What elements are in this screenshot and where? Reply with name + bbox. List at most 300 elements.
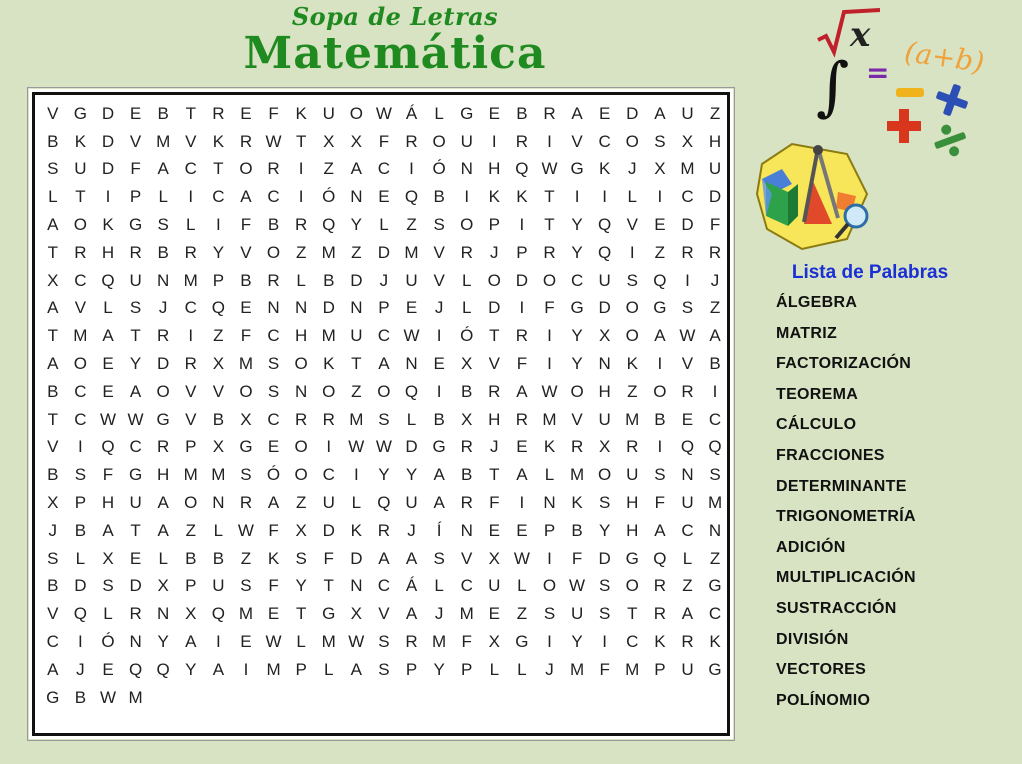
grid-letter[interactable]: S xyxy=(654,465,666,485)
grid-letter[interactable]: P xyxy=(74,493,87,513)
grid-letter[interactable]: W xyxy=(265,632,282,652)
grid-letter[interactable]: I xyxy=(712,381,718,401)
grid-letter[interactable]: R xyxy=(157,326,170,346)
grid-letter[interactable]: V xyxy=(47,437,59,457)
grid-letter[interactable]: I xyxy=(547,131,552,151)
grid-letter[interactable]: M xyxy=(569,465,585,485)
grid-letter[interactable]: F xyxy=(268,576,279,596)
grid-letter[interactable]: O xyxy=(239,381,253,401)
grid-letter[interactable]: S xyxy=(378,632,390,652)
grid-letter[interactable]: K xyxy=(267,548,280,568)
grid-letter[interactable]: I xyxy=(602,632,608,652)
grid-letter[interactable]: T xyxy=(213,159,224,179)
grid-letter[interactable]: D xyxy=(681,215,694,235)
grid-letter[interactable]: O xyxy=(570,381,584,401)
grid-letter[interactable]: O xyxy=(625,576,639,596)
grid-letter[interactable]: X xyxy=(212,354,225,374)
grid-letter[interactable]: K xyxy=(323,354,335,374)
grid-letter[interactable]: R xyxy=(405,632,418,652)
grid-letter[interactable]: V xyxy=(571,131,583,151)
grid-letter[interactable]: H xyxy=(626,520,639,540)
grid-letter[interactable]: T xyxy=(47,326,58,346)
grid-letter[interactable]: O xyxy=(542,270,557,290)
grid-letter[interactable]: K xyxy=(571,493,583,513)
grid-letter[interactable]: N xyxy=(295,381,308,401)
grid-letter[interactable]: T xyxy=(489,326,500,346)
grid-letter[interactable]: T xyxy=(627,604,638,624)
grid-letter[interactable]: A xyxy=(350,659,362,679)
grid-letter[interactable]: I xyxy=(574,187,580,207)
grid-letter[interactable]: W xyxy=(569,576,586,596)
grid-letter[interactable]: B xyxy=(461,465,473,485)
grid-letter[interactable]: Q xyxy=(653,548,667,568)
grid-letter[interactable]: W xyxy=(541,381,558,401)
grid-letter[interactable]: W xyxy=(237,520,254,540)
grid-letter[interactable]: Y xyxy=(571,632,583,652)
grid-letter[interactable]: E xyxy=(267,437,280,457)
grid-letter[interactable]: B xyxy=(433,187,445,207)
grid-letter[interactable]: V xyxy=(129,131,142,151)
grid-letter[interactable]: R xyxy=(570,437,584,457)
grid-letter[interactable]: R xyxy=(212,103,225,123)
grid-letter[interactable]: L xyxy=(296,270,306,290)
grid-letter[interactable]: V xyxy=(433,242,445,262)
grid-letter[interactable]: N xyxy=(157,270,170,290)
grid-letter[interactable]: M xyxy=(680,159,695,179)
grid-letter[interactable]: R xyxy=(515,131,529,151)
grid-letter[interactable]: V xyxy=(185,409,197,429)
grid-letter[interactable]: D xyxy=(74,576,87,596)
grid-letter[interactable]: S xyxy=(681,298,694,318)
grid-letter[interactable]: H xyxy=(488,159,501,179)
grid-letter[interactable]: P xyxy=(295,659,307,679)
grid-letter[interactable]: J xyxy=(434,298,444,318)
grid-letter[interactable]: S xyxy=(654,131,666,151)
grid-letter[interactable]: B xyxy=(240,270,252,290)
grid-letter[interactable]: C xyxy=(708,604,722,624)
grid-letter[interactable]: I xyxy=(243,659,249,679)
grid-letter[interactable]: Ó xyxy=(432,159,446,179)
grid-letter[interactable]: G xyxy=(46,687,60,707)
grid-letter[interactable]: M xyxy=(625,409,640,429)
grid-letter[interactable]: B xyxy=(654,409,666,429)
grid-letter[interactable]: X xyxy=(461,409,473,429)
grid-letter[interactable]: E xyxy=(240,298,252,318)
grid-letter[interactable]: D xyxy=(101,159,115,179)
grid-letter[interactable]: V xyxy=(74,298,87,318)
grid-letter[interactable]: Y xyxy=(433,659,445,679)
grid-letter[interactable]: B xyxy=(516,103,528,123)
grid-letter[interactable]: X xyxy=(599,326,611,346)
grid-letter[interactable]: B xyxy=(47,131,59,151)
grid-letter[interactable]: R xyxy=(267,159,280,179)
grid-letter[interactable]: L xyxy=(158,187,168,207)
grid-letter[interactable]: N xyxy=(681,465,694,485)
grid-letter[interactable]: B xyxy=(461,381,473,401)
grid-letter[interactable]: E xyxy=(129,548,142,568)
grid-letter[interactable]: U xyxy=(460,131,473,151)
grid-letter[interactable]: R xyxy=(295,215,308,235)
grid-letter[interactable]: V xyxy=(185,131,197,151)
grid-letter[interactable]: B xyxy=(709,354,721,374)
grid-letter[interactable]: X xyxy=(295,520,307,540)
grid-letter[interactable]: T xyxy=(351,354,362,374)
grid-letter[interactable]: U xyxy=(488,576,501,596)
grid-letter[interactable]: F xyxy=(240,326,252,346)
grid-letter[interactable]: U xyxy=(405,493,418,513)
grid-letter[interactable]: X xyxy=(47,493,59,513)
grid-letter[interactable]: K xyxy=(626,354,638,374)
grid-letter[interactable]: S xyxy=(433,548,445,568)
grid-letter[interactable]: Ó xyxy=(101,632,115,652)
grid-letter[interactable]: G xyxy=(128,215,143,235)
grid-letter[interactable]: L xyxy=(103,298,113,318)
grid-letter[interactable]: Z xyxy=(682,576,693,596)
grid-letter[interactable]: T xyxy=(130,326,141,346)
grid-letter[interactable]: O xyxy=(542,576,557,596)
grid-letter[interactable]: X xyxy=(350,131,362,151)
grid-letter[interactable]: D xyxy=(626,103,639,123)
grid-letter[interactable]: E xyxy=(488,103,500,123)
grid-letter[interactable]: M xyxy=(321,326,336,346)
grid-letter[interactable]: J xyxy=(434,604,444,624)
grid-letter[interactable]: D xyxy=(101,103,115,123)
grid-letter[interactable]: Y xyxy=(350,215,362,235)
grid-letter[interactable]: N xyxy=(350,576,363,596)
grid-letter[interactable]: S xyxy=(599,576,611,596)
grid-letter[interactable]: Y xyxy=(185,659,197,679)
grid-letter[interactable]: N xyxy=(350,187,363,207)
grid-letter[interactable]: Q xyxy=(101,270,115,290)
grid-letter[interactable]: A xyxy=(47,298,59,318)
grid-letter[interactable]: V xyxy=(488,354,500,374)
grid-letter[interactable]: A xyxy=(350,159,362,179)
grid-letter[interactable]: K xyxy=(654,632,666,652)
grid-letter[interactable]: N xyxy=(267,298,280,318)
grid-letter[interactable]: N xyxy=(405,354,418,374)
grid-letter[interactable]: E xyxy=(405,298,418,318)
grid-letter[interactable]: U xyxy=(570,604,584,624)
grid-letter[interactable]: V xyxy=(47,103,59,123)
grid-letter[interactable]: E xyxy=(240,103,252,123)
grid-letter[interactable]: O xyxy=(184,493,198,513)
grid-letter[interactable]: D xyxy=(350,270,363,290)
grid-letter[interactable]: S xyxy=(709,465,721,485)
grid-letter[interactable]: H xyxy=(626,493,639,513)
grid-letter[interactable]: I xyxy=(547,632,552,652)
grid-letter[interactable]: F xyxy=(268,520,279,540)
grid-letter[interactable]: N xyxy=(598,354,611,374)
grid-letter[interactable]: T xyxy=(295,131,307,151)
grid-letter[interactable]: I xyxy=(298,159,304,179)
grid-letter[interactable]: M xyxy=(625,659,640,679)
grid-letter[interactable]: B xyxy=(47,465,59,485)
grid-letter[interactable]: H xyxy=(101,242,115,262)
grid-letter[interactable]: X xyxy=(323,131,335,151)
grid-letter[interactable]: X xyxy=(185,604,197,624)
grid-letter[interactable]: W xyxy=(348,437,365,457)
grid-letter[interactable]: I xyxy=(657,437,663,457)
grid-letter[interactable]: Y xyxy=(378,465,390,485)
grid-letter[interactable]: I xyxy=(188,326,194,346)
grid-letter[interactable]: Á xyxy=(405,576,418,596)
grid-letter[interactable]: E xyxy=(488,520,500,540)
grid-letter[interactable]: Q xyxy=(156,659,170,679)
grid-letter[interactable]: A xyxy=(654,326,666,346)
grid-letter[interactable]: I xyxy=(519,215,525,235)
grid-letter[interactable]: C xyxy=(267,187,280,207)
grid-letter[interactable]: I xyxy=(547,354,552,374)
grid-letter[interactable]: Q xyxy=(598,242,612,262)
grid-letter[interactable]: R xyxy=(295,409,308,429)
grid-letter[interactable]: W xyxy=(99,687,116,707)
grid-letter[interactable]: M xyxy=(432,632,447,652)
grid-letter[interactable]: B xyxy=(157,103,169,123)
grid-letter[interactable]: X xyxy=(599,437,611,457)
grid-letter[interactable]: I xyxy=(602,187,608,207)
grid-letter[interactable]: A xyxy=(654,520,666,540)
grid-letter[interactable]: U xyxy=(322,103,335,123)
grid-letter[interactable]: W xyxy=(348,632,365,652)
grid-letter[interactable]: L xyxy=(296,632,306,652)
grid-letter[interactable]: Z xyxy=(295,242,307,262)
grid-letter[interactable]: I xyxy=(353,465,359,485)
grid-letter[interactable]: M xyxy=(128,687,143,707)
grid-letter[interactable]: O xyxy=(625,298,639,318)
grid-letter[interactable]: A xyxy=(571,103,583,123)
grid-letter[interactable]: T xyxy=(544,215,555,235)
grid-letter[interactable]: B xyxy=(212,548,225,568)
grid-letter[interactable]: U xyxy=(681,103,694,123)
grid-letter[interactable]: K xyxy=(350,520,362,540)
grid-letter[interactable]: S xyxy=(626,270,638,290)
grid-letter[interactable]: E xyxy=(378,187,390,207)
grid-letter[interactable]: L xyxy=(489,659,500,679)
grid-letter[interactable]: C xyxy=(267,326,280,346)
grid-letter[interactable]: X xyxy=(350,604,362,624)
grid-letter[interactable]: O xyxy=(625,131,639,151)
grid-letter[interactable]: E xyxy=(599,103,611,123)
grid-letter[interactable]: G xyxy=(708,576,722,596)
grid-letter[interactable]: D xyxy=(515,270,529,290)
grid-letter[interactable]: C xyxy=(322,465,335,485)
grid-letter[interactable]: O xyxy=(239,159,253,179)
grid-letter[interactable]: E xyxy=(654,215,666,235)
grid-letter[interactable]: R xyxy=(488,381,501,401)
grid-letter[interactable]: W xyxy=(99,409,116,429)
grid-letter[interactable]: N xyxy=(129,632,142,652)
grid-letter[interactable]: H xyxy=(295,326,308,346)
grid-letter[interactable]: L xyxy=(517,659,527,679)
grid-letter[interactable]: S xyxy=(543,604,556,624)
grid-letter[interactable]: T xyxy=(75,187,86,207)
grid-letter[interactable]: N xyxy=(295,298,308,318)
grid-letter[interactable]: I xyxy=(409,159,414,179)
grid-letter[interactable]: I xyxy=(629,242,635,262)
grid-letter[interactable]: C xyxy=(74,381,87,401)
grid-letter[interactable]: S xyxy=(47,159,59,179)
grid-letter[interactable]: I xyxy=(436,381,442,401)
grid-letter[interactable]: W xyxy=(403,326,420,346)
grid-letter[interactable]: S xyxy=(378,409,390,429)
grid-letter[interactable]: A xyxy=(516,465,528,485)
grid-letter[interactable]: Y xyxy=(129,354,142,374)
grid-letter[interactable]: U xyxy=(598,409,611,429)
grid-letter[interactable]: R xyxy=(460,437,473,457)
grid-letter[interactable]: K xyxy=(102,215,114,235)
grid-letter[interactable]: S xyxy=(599,604,611,624)
grid-letter[interactable]: Z xyxy=(351,242,362,262)
grid-letter[interactable]: X xyxy=(102,548,114,568)
grid-letter[interactable]: R xyxy=(74,242,87,262)
grid-letter[interactable]: R xyxy=(405,131,418,151)
grid-letter[interactable]: M xyxy=(404,242,419,262)
grid-letter[interactable]: R xyxy=(681,242,694,262)
grid-letter[interactable]: B xyxy=(157,242,169,262)
grid-letter[interactable]: K xyxy=(295,103,307,123)
grid-letter[interactable]: Q xyxy=(708,437,722,457)
grid-letter[interactable]: L xyxy=(351,493,362,513)
grid-letter[interactable]: W xyxy=(127,409,144,429)
grid-letter[interactable]: F xyxy=(489,493,500,513)
grid-letter[interactable]: D xyxy=(598,548,611,568)
grid-letter[interactable]: E xyxy=(267,604,280,624)
grid-letter[interactable]: L xyxy=(75,548,86,568)
grid-letter[interactable]: V xyxy=(626,215,638,235)
grid-letter[interactable]: I xyxy=(78,437,83,457)
grid-letter[interactable]: E xyxy=(102,659,114,679)
grid-letter[interactable]: Z xyxy=(654,242,666,262)
grid-letter[interactable]: I xyxy=(657,187,663,207)
grid-letter[interactable]: A xyxy=(433,493,445,513)
grid-letter[interactable]: B xyxy=(74,687,87,707)
grid-letter[interactable]: H xyxy=(157,465,170,485)
grid-letter[interactable]: P xyxy=(212,270,225,290)
grid-letter[interactable]: O xyxy=(294,465,308,485)
grid-letter[interactable]: P xyxy=(461,659,473,679)
grid-letter[interactable]: M xyxy=(156,131,171,151)
grid-letter[interactable]: Á xyxy=(405,103,418,123)
grid-letter[interactable]: C xyxy=(184,298,197,318)
grid-letter[interactable]: M xyxy=(321,242,336,262)
grid-letter[interactable]: T xyxy=(47,242,58,262)
grid-letter[interactable]: C xyxy=(708,409,722,429)
grid-letter[interactable]: K xyxy=(488,187,500,207)
grid-letter[interactable]: D xyxy=(157,354,170,374)
grid-letter[interactable]: S xyxy=(599,493,611,513)
grid-letter[interactable]: L xyxy=(434,103,444,123)
grid-letter[interactable]: F xyxy=(709,215,721,235)
grid-letter[interactable]: K xyxy=(599,159,611,179)
grid-letter[interactable]: I xyxy=(547,326,552,346)
grid-letter[interactable]: V xyxy=(461,548,473,568)
grid-letter[interactable]: L xyxy=(434,576,444,596)
grid-letter[interactable]: X xyxy=(488,548,500,568)
grid-letter[interactable]: E xyxy=(129,103,142,123)
grid-letter[interactable]: M xyxy=(183,270,198,290)
grid-letter[interactable]: A xyxy=(516,381,528,401)
grid-letter[interactable]: R xyxy=(129,242,142,262)
grid-letter[interactable]: Y xyxy=(571,326,583,346)
grid-letter[interactable]: A xyxy=(405,604,418,624)
grid-letter[interactable]: E xyxy=(488,604,500,624)
grid-letter[interactable]: R xyxy=(239,493,253,513)
grid-letter[interactable]: Z xyxy=(240,548,252,568)
grid-letter[interactable]: Z xyxy=(627,381,638,401)
grid-letter[interactable]: V xyxy=(571,409,583,429)
grid-letter[interactable]: S xyxy=(47,548,59,568)
grid-letter[interactable]: C xyxy=(570,270,584,290)
grid-letter[interactable]: U xyxy=(405,270,418,290)
grid-letter[interactable]: C xyxy=(460,576,473,596)
grid-letter[interactable]: D xyxy=(129,576,142,596)
grid-letter[interactable]: Ó xyxy=(322,187,336,207)
grid-letter[interactable]: L xyxy=(627,187,637,207)
grid-letter[interactable]: Y xyxy=(571,354,583,374)
grid-letter[interactable]: Q xyxy=(680,437,695,457)
grid-letter[interactable]: X xyxy=(654,159,666,179)
grid-letter[interactable]: A xyxy=(433,465,445,485)
grid-letter[interactable]: R xyxy=(129,604,142,624)
grid-letter[interactable]: Q xyxy=(404,381,419,401)
grid-letter[interactable]: K xyxy=(212,131,225,151)
grid-letter[interactable]: M xyxy=(542,409,557,429)
grid-letter[interactable]: T xyxy=(489,465,500,485)
grid-letter[interactable]: C xyxy=(74,270,87,290)
grid-letter[interactable]: B xyxy=(212,409,225,429)
grid-letter[interactable]: V xyxy=(433,270,445,290)
grid-letter[interactable]: G xyxy=(460,103,474,123)
grid-letter[interactable]: R xyxy=(653,604,666,624)
grid-letter[interactable]: G xyxy=(515,632,529,652)
grid-letter[interactable]: U xyxy=(129,493,142,513)
grid-letter[interactable]: C xyxy=(377,576,391,596)
grid-letter[interactable]: C xyxy=(377,159,391,179)
grid-letter[interactable]: G xyxy=(128,465,143,485)
grid-letter[interactable]: R xyxy=(239,131,253,151)
grid-letter[interactable]: E xyxy=(516,520,528,540)
grid-letter[interactable]: L xyxy=(461,298,472,318)
grid-letter[interactable]: Q xyxy=(515,159,529,179)
grid-letter[interactable]: G xyxy=(239,437,253,457)
grid-letter[interactable]: P xyxy=(378,298,390,318)
grid-letter[interactable]: K xyxy=(74,131,87,151)
grid-letter[interactable]: I xyxy=(491,131,497,151)
grid-letter[interactable]: A xyxy=(405,548,418,568)
grid-letter[interactable]: B xyxy=(267,215,280,235)
grid-letter[interactable]: A xyxy=(378,354,390,374)
grid-letter[interactable]: A xyxy=(681,604,694,624)
grid-letter[interactable]: R xyxy=(184,242,197,262)
grid-letter[interactable]: N xyxy=(212,493,225,513)
grid-letter[interactable]: Z xyxy=(516,604,528,624)
grid-letter[interactable]: Q xyxy=(653,270,667,290)
grid-letter[interactable]: G xyxy=(625,548,639,568)
grid-letter[interactable]: R xyxy=(460,493,473,513)
grid-letter[interactable]: D xyxy=(322,298,335,318)
grid-letter[interactable]: F xyxy=(130,159,141,179)
grid-letter[interactable]: O xyxy=(460,215,474,235)
grid-letter[interactable]: I xyxy=(436,326,442,346)
grid-letter[interactable]: O xyxy=(487,270,501,290)
grid-letter[interactable]: R xyxy=(377,520,391,540)
grid-letter[interactable]: G xyxy=(653,298,667,318)
grid-letter[interactable]: L xyxy=(517,576,527,596)
grid-letter[interactable]: C xyxy=(212,187,225,207)
grid-letter[interactable]: J xyxy=(407,520,416,540)
grid-letter[interactable]: Z xyxy=(709,298,721,318)
grid-letter[interactable]: A xyxy=(378,548,390,568)
